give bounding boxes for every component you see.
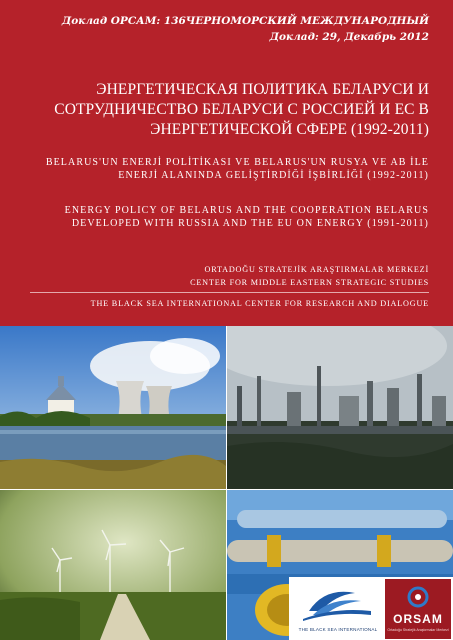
divider <box>30 292 429 293</box>
title-ru-line: ЭНЕРГЕТИЧЕСКОЙ СФЕРЕ (1992-2011) <box>150 121 429 138</box>
title-en-line: DEVELOPED WITH RUSSIA AND THE EU ON ENERGY (1991-2011) <box>71 218 429 229</box>
title-ru-line: СОТРУДНИЧЕСТВО БЕЛАРУСИ С РОССИЕЙ И ЕС В <box>54 101 429 118</box>
orsam-logo <box>385 579 451 639</box>
title-en-line: ENERGY POLICY OF BELARUS AND THE COOPERATION BELARUS <box>64 205 429 216</box>
title-english <box>10 204 429 230</box>
title-russian <box>10 80 429 140</box>
orsam-logo-name: ORSAM <box>393 612 443 626</box>
title-tr-line: BELARUS'UN ENERJİ POLİTİKASI VE BELARUS'UN RUSYA VE AB İLE <box>45 157 429 168</box>
institution-english: CENTER FOR MIDDLE EASTERN STRATEGIC STUDIES <box>190 278 429 287</box>
orsam-logo-tagline: Ortadoğu Stratejik Araştırmalar Merkezi <box>387 628 449 632</box>
institution-blacksea: THE BLACK SEA INTERNATIONAL CENTER FOR RESEARCH AND DIALOGUE <box>90 299 429 308</box>
blacksea-logo-caption: THE BLACK SEA INTERNATIONAL <box>298 627 378 632</box>
photo-oil-refinery <box>227 326 453 489</box>
report-number-date: Доклад: 29, Декабрь 2012 <box>269 31 429 43</box>
title-turkish <box>10 156 429 182</box>
logo-strip <box>289 577 453 640</box>
title-tr-line: ENERJİ ALANINDA GELİŞTİRDİĞİ İŞBİRLİĞİ (1992-2011) <box>118 170 429 181</box>
blacksea-logo <box>295 581 381 637</box>
series-line: Доклад ОРСАМ: 136ЧЕРНОМОРСКИЙ МЕЖДУНАРОДНЫЙ <box>61 15 429 27</box>
photo-wind-turbines <box>0 490 226 640</box>
title-ru-line: ЭНЕРГЕТИЧЕСКАЯ ПОЛИТИКА БЕЛАРУСИ И <box>96 81 429 98</box>
cooling-tower-1 <box>116 381 144 418</box>
photo-nuclear-plant <box>0 326 226 489</box>
institution-turkish: ORTADOĞU STRATEJİK ARAŞTIRMALAR MERKEZİ <box>204 265 429 274</box>
